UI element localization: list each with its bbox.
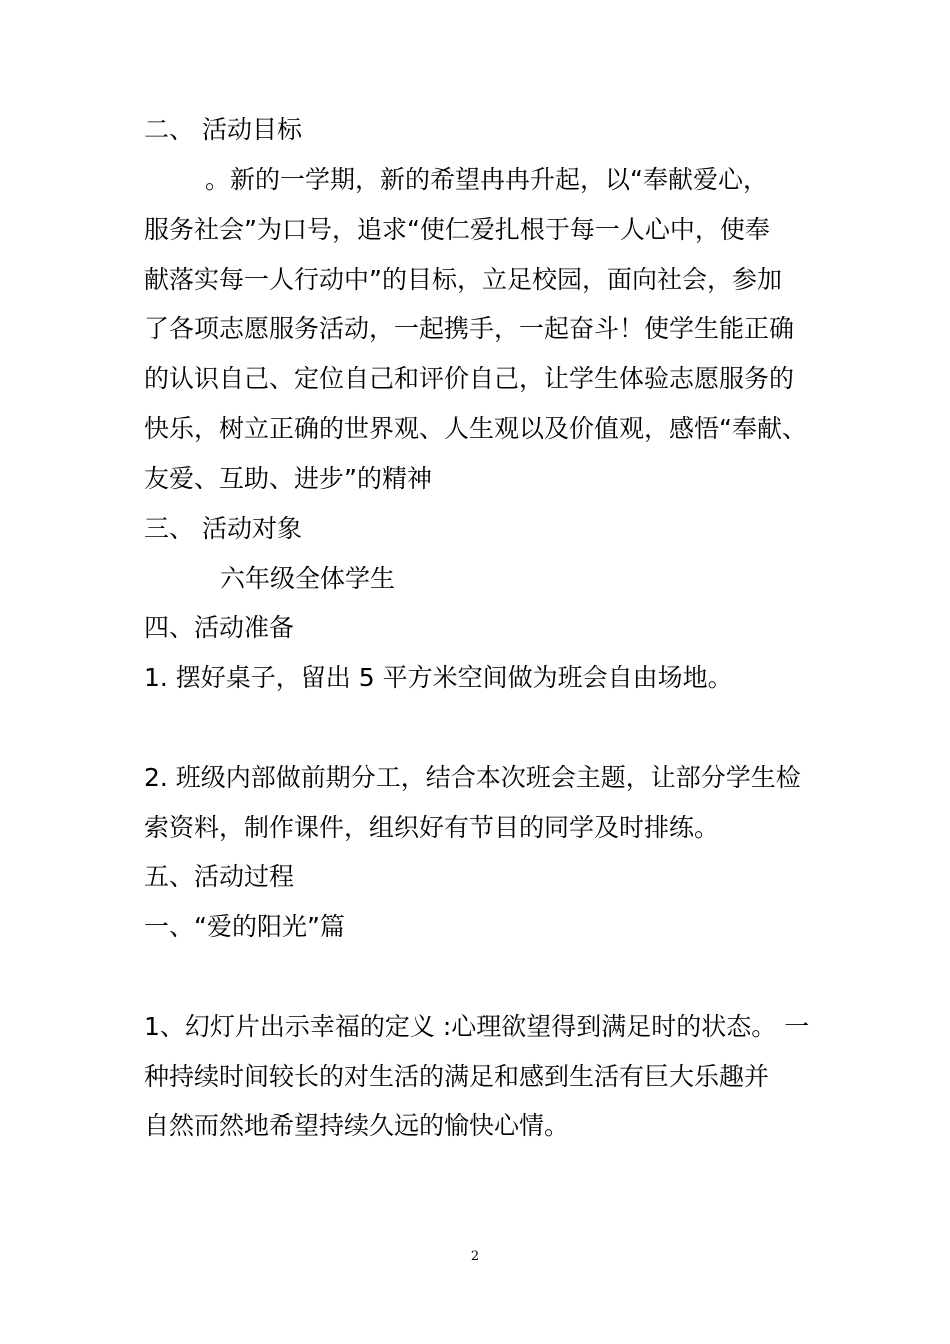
goal-paragraph-line: 。新的一学期，新的希望冉冉升起，以“奉献爱心， xyxy=(205,165,768,194)
goal-paragraph-line: 的认识自己、定位自己和评价自己，让学生体验志愿服务的 xyxy=(144,364,795,393)
section-heading-target: 三、 活动对象 xyxy=(144,514,302,543)
preparation-item-2-line: 2. 班级内部做前期分工，结合本次班会主题，让部分学生检 xyxy=(144,763,801,792)
preparation-item-2-line: 索资料，制作课件，组织好有节目的同学及时排练。 xyxy=(144,813,720,842)
preparation-item-1: 1. 摆好桌子，留出 5 平方米空间做为班会自由场地。 xyxy=(144,663,733,692)
section-heading-goal: 二、 活动目标 xyxy=(144,115,302,144)
process-item-1-line: 种持续时间较长的对生活的满足和感到生活有巨大乐趣并 xyxy=(144,1062,770,1091)
target-text: 六年级全体学生 xyxy=(220,564,396,593)
goal-paragraph-line: 快乐，树立正确的世界观、人生观以及价值观，感悟“奉献、 xyxy=(144,414,807,443)
page-number: 2 xyxy=(470,1249,480,1264)
goal-paragraph-line: 友爱、互助、进步”的精神 xyxy=(144,464,432,493)
process-item-1-line: 自然而然地希望持续久远的愉快心情。 xyxy=(144,1111,570,1140)
process-item-1-line: 1、幻灯片出示幸福的定义 :心理欲望得到满足时的状态。 一 xyxy=(144,1012,810,1041)
subsection-heading-sunshine: 一、“爱的阳光”篇 xyxy=(144,912,345,941)
goal-paragraph-line: 了各项志愿服务活动，一起携手，一起奋斗！使学生能正确 xyxy=(144,314,795,343)
goal-paragraph-line: 献落实每一人行动中”的目标，立足校园，面向社会，参加 xyxy=(144,265,782,294)
section-heading-process: 五、活动过程 xyxy=(144,862,295,891)
goal-paragraph-line: 服务社会”为口号，追求“使仁爱扎根于每一人心中，使奉 xyxy=(144,215,770,244)
section-heading-preparation: 四、活动准备 xyxy=(144,613,295,642)
